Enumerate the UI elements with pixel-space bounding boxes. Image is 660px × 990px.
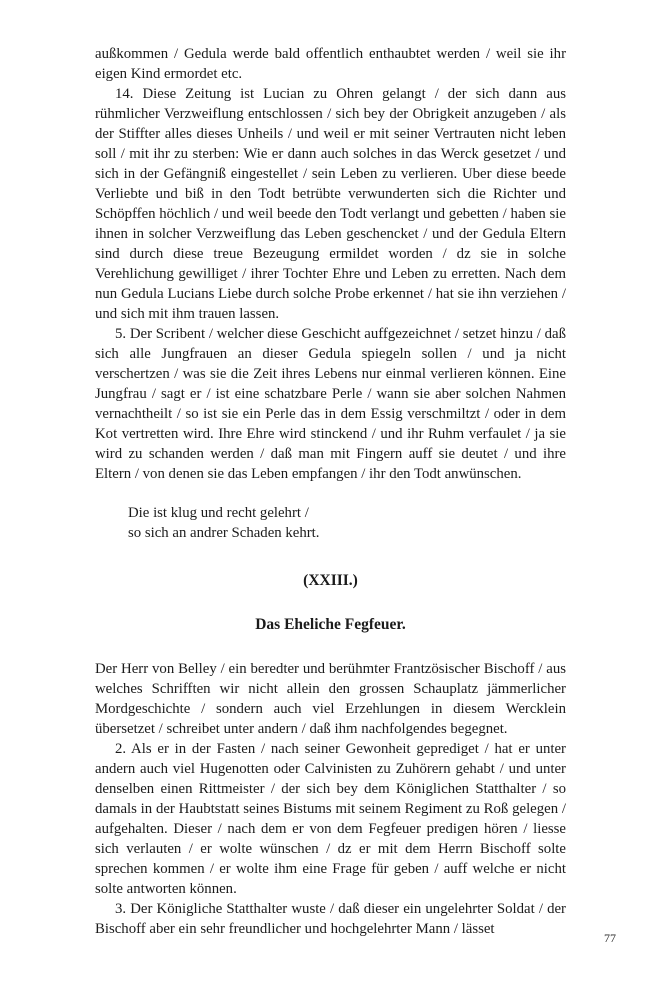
page-number: 77 bbox=[604, 931, 616, 945]
paragraph-2: 2. Als er in der Fasten / nach seiner Gewonheit geprediget / hat er unter andern auch viel Hugenotten oder Calvinisten zu Zuhörern gehabt / und unter denselben einen Rittmeister / der sich bey dem Königlichen Statthalter / so damals in der Haubtstatt seines Bistums mit seinem Regiment zu Roß gelegen / aufgehalten. Dieser / nach dem er von dem Fegfeuer predigen hören / liesse sich verlauten / er wolte wünschen / dz er mit dem Herrn Bischoff solte sprechen kommen / er wolte ihm eine Frage für geben / auff welche er nicht solte antworten können. bbox=[95, 741, 566, 897]
text-column bbox=[95, 44, 566, 939]
verse-couplet bbox=[128, 503, 566, 543]
chapter-title: Das Eheliche Fegfeuer. bbox=[255, 616, 406, 633]
paragraph-continuation: außkommen / Gedula werde bald offentlich enthaubtet werden / weil sie ihr eigen Kind ermordet etc. bbox=[95, 46, 566, 82]
verse-line-2: so sich an andrer Schaden kehrt. bbox=[128, 525, 320, 541]
verse-line-1: Die ist klug und recht gelehrt / bbox=[128, 505, 309, 521]
chapter-number: (XXIII.) bbox=[303, 572, 358, 589]
paragraph-3: 3. Der Königliche Statthalter wuste / daß dieser ein ungelehrter Soldat / der Bischoff aber ein sehr freundlicher und hochgelehrter Mann / lässet bbox=[95, 901, 566, 937]
paragraph-14: 14. Diese Zeitung ist Lucian zu Ohren gelangt / der sich dann aus rühmlicher Verzweiflung entschlossen / sich bey der Obrigkeit anzugeben / als der Stiffter alles dieses Unheils / und weil er mit seiner Vertrauten nicht leben soll / mit ihr zu sterben: Wie er dann auch solches in das Werck gesetzet / und sich in der Gefängniß eingestellet / sein Leben zu verlieren. Uber diese beede Verliebte und biß in den Todt betrübte verwunderten sich die Richter und Schöpffen höchlich / und weil beede den Todt verlangt und gebetten / haben sie ihnen in solcher Verzweiflung das Leben geschencket / und der Gedula Eltern sind durch diese treue Bezeugung ermildet worden / dz sie in solche Verehlichung gewilliget / ihrer Tochter Ehre und Leben zu erretten. Nach dem nun Gedula Lucians Liebe durch solche Probe erkennet / hat sie ihn verziehen / und sich mit ihm trauen lassen. bbox=[95, 86, 566, 322]
paragraph-5: 5. Der Scribent / welcher diese Geschicht auffgezeichnet / setzet hinzu / daß sich alle Jungfrauen an dieser Gedula spiegeln sollen / und ja nicht verschertzen / was sie die Zeit ihres Lebens nur einmal verlieren können. Eine Jungfrau / sagt er / ist eine schatzbare Perle / wann sie aber solchen Nahmen vernachtheilt / so ist sie ein Perle das in dem Essig verschmiltzt / oder in dem Kot vertretten wird. Ihre Ehre wird stinckend / und ihr Ruhm verfaulet / ja sie wird zu schanden werden / daß man mit Fingern auff sie deutet / und ihre Eltern / von denen sie das Leben empfangen / ihr den Todt anwünschen. bbox=[95, 326, 566, 482]
paragraph-intro: Der Herr von Belley / ein beredter und berühmter Frantzösischer Bischoff / aus welches Schrifften wir nicht allein den grossen Schauplatz jämmerlicher Mordgeschichte / sondern auch viel Erzehlungen in diesem Wercklein übersetzet / schreibet unter andern / daß ihm nachfolgendes begegnet. bbox=[95, 661, 566, 737]
